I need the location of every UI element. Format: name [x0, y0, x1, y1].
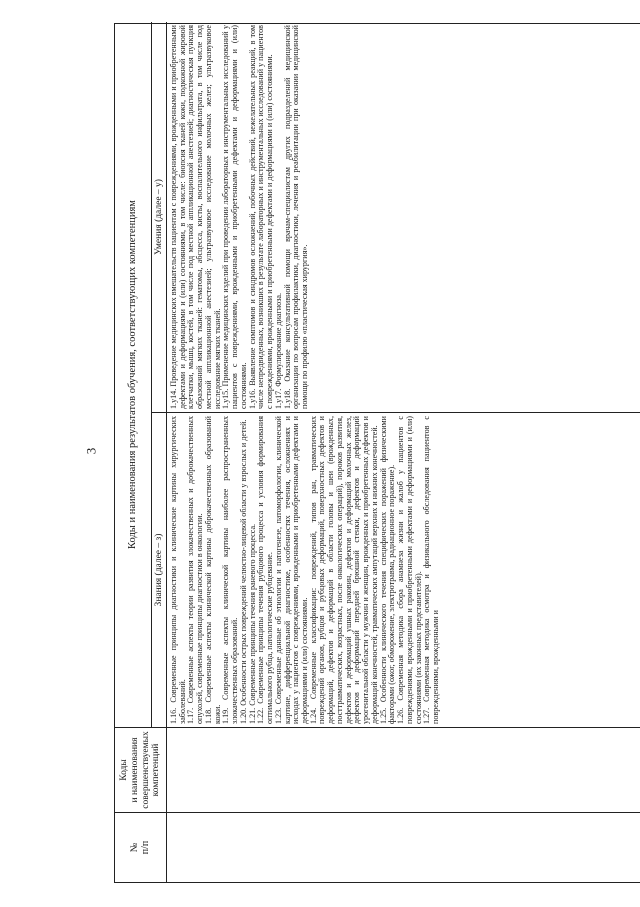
header-results-title: Коды и наименования результатов обучения, соответствующих компетенциям	[115, 22, 152, 727]
header-codes-line1: Коды	[118, 759, 129, 781]
header-codes-line4: компетенций	[151, 743, 162, 797]
header-number-symbol: №	[128, 842, 140, 853]
skills-item: 1.у17. Формулирование диагноза.	[273, 292, 283, 409]
knowledge-cell	[167, 412, 640, 727]
header-knowledge: Знания (далее – з)	[152, 412, 167, 727]
header-codes-line2: и наименования	[129, 737, 140, 803]
header-number-abbr: п/п	[139, 840, 151, 855]
knowledge-item: 1.22. Современные принципы течения рубцового процесса и условия формирования оптимального рубца, патологические рубцевание.	[256, 416, 275, 724]
knowledge-item: 1.21. Современные принципы течения раневого процесса.	[247, 523, 257, 724]
knowledge-item: 1.26. Современная методика сбора анамнеза жизни и жалоб у пациентов с повреждениями, врожденными и приобретенными дефектами и деформациями и (или) состояниями (их законных представителей).	[396, 416, 423, 724]
page-number: 3	[83, 447, 99, 455]
skills-item: 1.у16. Выявление симптомов и синдромов осложнений, побочных действий, нежелательных реакций, в том числе непредвиденных, возникших в результате лабораторных и инструментальных исследований у пациентов с повреждениями, врожденными и приобретенными дефектами и деформациями и (или) состояниями.	[247, 25, 275, 409]
knowledge-item: 1.16. Современные принципы диагностики и клинические картины хирургических заболеваний.	[169, 416, 187, 724]
skills-cell	[167, 22, 640, 412]
knowledge-item: 1.19. Современные аспекты клинической картины наиболее распространенных злокачественных образований.	[221, 416, 240, 724]
skills-item: 1.у14. Проведение медицинских вмешательств пациентам с повреждениями, врожденными и приобретенными дефектами и деформациями и (или) состояниями, в том числе: биопсия тканей кожи, подкожной жировой клетчатки, мышц, костей, в том числе под местной аппликационной анестезией; диагностическая пункция образований мягких тканей: гематомы, абсцесса, кисты, воспалительного инфильтрата, в том числе под местной аппликационной анестезией; ультразвуковое исследование молочных желез; ультразвуковое исследование мягких тканей.	[169, 25, 222, 409]
knowledge-item: 1.25. Особенности клинического течения специфических поражений физическими факторами (ожог, обморожение, электротравма, радиационное поражение).	[378, 416, 397, 724]
header-skills: Умения (далее – у)	[152, 22, 167, 412]
knowledge-item: 1.23. Современные данные об этиологии и патогенезе, патоморфологии, клинической картине, дифференциальной диагностике, особенностях течения, осложнениях и исходах у пациентов с повреждениями, врожденными и приобретенными дефектами и деформациями и (или) состояниями.	[273, 416, 310, 724]
competency-table	[114, 23, 640, 883]
knowledge-item: 1.18. Современные аспекты клинической картины доброкачественных образований кожи.	[203, 416, 222, 724]
header-number-column	[115, 812, 167, 882]
header-codes-line3: совершенствуемых	[140, 731, 151, 809]
row-codes-cell	[167, 727, 640, 812]
skills-item: 1.у18. Оказание консультативной помощи врачам-специалистам других подразделений медицинской организации по вопросам профилактики, диагностики, лечения и реабилитации при оказании медицинской помощи по профилю «пластическая хирургия».	[282, 25, 310, 409]
row-number-cell	[167, 812, 640, 882]
header-codes-column	[115, 727, 167, 812]
knowledge-item: 1.27. Современная методика осмотра и физикального обследования пациентов с повреждениями, врожденными и	[422, 416, 441, 724]
knowledge-item: 1.17. Современные аспекты теории развития злокачественных и доброкачественных опухолей, современные принципы диагностики в онкологии.	[186, 416, 205, 724]
skills-item: 1.у15. Применение медицинских изделий при проведении лабораторных и инструментальных исследований у пациентов с повреждениями, врожденными и приобретенными дефектами и деформациями и (или) состояниями.	[221, 25, 248, 409]
knowledge-item: 1.20. Особенности острых повреждений челюстно-лицевой области у взрослых и детей.	[238, 419, 248, 724]
knowledge-item: 1.24. Современные классификации: повреждений, типов ран, травматических повреждений органов, рубцов и рубцовых деформаций, поверхностных дефектов и деформаций, дефектов и деформаций в области головы и шеи (врожденных, посттравматических, возрастных, после онкологических операций), пороков развития, дефектов и деформаций ушных раковин, дефектов и деформаций молочных желез, дефектов и деформаций передней брюшной стенки, дефектов и деформаций урогенитальной области у мужчин и женщин, врожденных и приобретенных дефектов и деформаций конечностей, травматических ампутаций верхних и нижних конечностей.	[308, 416, 379, 724]
